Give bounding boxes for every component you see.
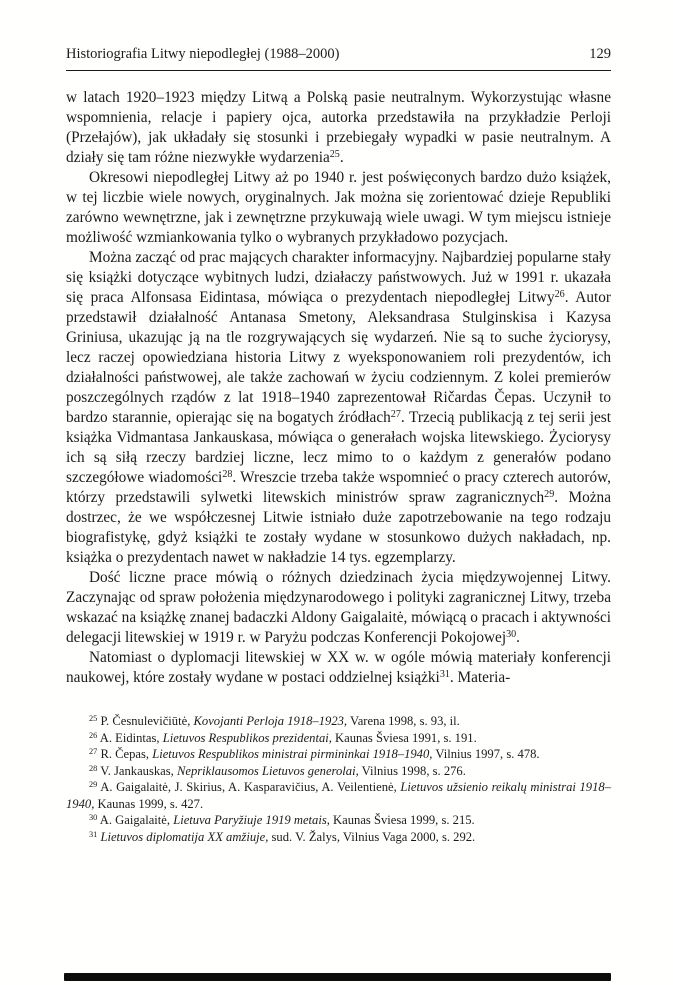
paragraph [66, 88, 611, 168]
text-segment: Vilnius 1997, s. 478. [432, 747, 540, 761]
paragraph [66, 168, 611, 248]
text-segment: . [339, 149, 344, 166]
footnote-ref: 25 [89, 714, 98, 724]
text-segment: Lietuvos Respublikos ministrai pirmininkai 1918–1940, [152, 747, 433, 761]
text-segment: A. Eidintas, [97, 730, 163, 745]
text-segment: Varena 1998, s. 93, il. [347, 714, 460, 728]
text-segment: Kaunas Šviesa 1991, s. 191. [331, 730, 477, 745]
footnote-ref: 26 [554, 289, 565, 301]
text-segment: Lietuvos diplomatija XX amžiuje, [100, 829, 269, 844]
text-segment: Dość liczne prace mówią o różnych dziedzinach życia międzywojennej Litwy. Zaczynając od spraw położenia międzynarodowego i polityki zagranicznej Litwy, trzeba wskazać na książkę znanej badaczki Aldony Gaigalaitė, mówiącą o pracach i aktywności delegacji litewskiej w 1919 r. w Paryżu podczas Konferencji Pokojowej [66, 569, 611, 646]
text-segment: Lietuva Paryžiuje 1919 metais, [173, 813, 330, 827]
footnote-ref: 30 [506, 629, 517, 641]
text-segment: . [516, 629, 520, 646]
text-segment: Lietuvos užsienio reikalų ministrai 1918–1940, [66, 780, 611, 811]
footnote-ref: 29 [544, 489, 555, 501]
text-segment: Natomiast o dyplomacji litewskiej w XX w. w ogóle mówią materiały konferencji naukowej, które zostały wydane w postaci oddzielnej książki [66, 649, 611, 686]
footnote-ref: 27 [89, 747, 98, 757]
footnote [66, 713, 611, 730]
text-segment: . Trzecią publikacją z tej serii jest książka Vidmantasa Jankauskasa, mówiąca o generałach wojska litewskiego. Życiorysy ich są siłą rzeczy bardziej liczne, lecz mimo to o każdym z generałów podano szczegółowe wiadomości [66, 409, 611, 486]
text-segment: Kaunas Šviesa 1999, s. 215. [329, 813, 475, 827]
text-segment: . Autor przedstawił działalność Antanasa Smetony, Aleksandrasa Stulginskisa i Kazysa Griniusa, ukazując ją na tle rozgrywających się wydarzeń. Nie są to suche życiorysy, lecz raczej opowiedziana historia Litwy z wyeksponowaniem roli prezydentów, ich działalności państwowej, ale także zachowań w życiu codziennym. Z kolei premierów poszczególnych rządów z lat 1918–1940 zaprezentował Ričardas Čepas. Uczynił to bardzo starannie, opierając się na bogatych źródłach [66, 289, 611, 426]
footnote [66, 812, 611, 829]
text-segment: . Materia- [449, 669, 511, 686]
text-segment: . Można dostrzec, że we współczesnej Litwie istniało duże zapotrzebowanie na tego rodzaju biografistykę, gdyż książki te zostały wydane w stosunkowo dużych nakładach, np. książka o prezydentach nawet w nakładzie 14 tys. egzemplarzy. [66, 489, 611, 566]
running-head [66, 46, 611, 71]
running-head-title: Historiografia Litwy niepodległej (1988–2000) [66, 46, 340, 62]
footnote [66, 829, 611, 846]
footnote-ref: 25 [329, 149, 340, 161]
footnote [66, 746, 611, 763]
page-number: 129 [589, 46, 611, 62]
text-segment: Nepriklausomos Lietuvos generolai, [176, 763, 359, 778]
paragraph [66, 568, 611, 648]
text-segment: Vilnius 1998, s. 276. [358, 763, 466, 778]
text-segment: Kaunas 1999, s. 427. [94, 796, 204, 811]
footnote-ref: 31 [89, 829, 98, 839]
footnote-ref: 29 [89, 780, 98, 790]
footnotes [66, 713, 611, 845]
text-segment: A. Gaigalaitė, J. Skirius, A. Kasparavičius, A. Veilentienė, [97, 780, 401, 794]
footnote-ref: 26 [89, 730, 98, 740]
body-paragraphs [66, 88, 611, 688]
footnote-ref: 30 [89, 813, 98, 823]
text-segment: w latach 1920–1923 między Litwą a Polską pasie neutralnym. Wykorzystując własne wspomnienia, relacje i papiery ojca, autorka przedstawiła na przykładzie Perloji (Przełajów), jak układały się stosunki i przebiegały wypadki w pasie neutralnym. A działy się tam różne niezwykłe wydarzenia [66, 89, 611, 166]
footnote [66, 763, 611, 780]
text-segment: . Wreszcie trzeba także wspomnieć o pracy czterech autorów, którzy przedstawili sylwetki litewskich ministrów spraw zagranicznych [66, 469, 611, 506]
footnote-ref: 28 [89, 763, 98, 773]
text-segment: Okresowi niepodległej Litwy aż po 1940 r. jest poświęconych bardzo dużo książek, w tej liczbie wiele nowych, oryginalnych. Jak można się zorientować dzieje Republiki zarówno wewnętrzne, jak i zewnętrzne przykuwają wiele uwagi. W tym miejscu istnieje możliwość wzmiankowania tylko o wybranych przykładowo pozycjach. [66, 169, 611, 246]
text-segment: V. Jankauskas, [97, 763, 177, 778]
footnote [66, 779, 611, 812]
text-segment: Lietuvos Respublikos prezidentai, [162, 730, 332, 745]
footnote-ref: 28 [222, 469, 233, 481]
paragraph [66, 248, 611, 568]
footnote [66, 730, 611, 747]
text-segment: Kovojanti Perloja 1918–1923, [193, 714, 348, 728]
footnote-ref: 27 [390, 409, 401, 421]
footnote-ref: 31 [439, 669, 450, 681]
scan-artifact-bar [64, 973, 611, 981]
paragraph [66, 648, 611, 688]
text-segment: sud. V. Žalys, Vilnius Vaga 2000, s. 292. [268, 829, 476, 844]
text-segment: A. Gaigalaitė, [97, 813, 174, 827]
text-segment: R. Čepas, [97, 747, 153, 761]
text-segment: Można zacząć od prac mających charakter informacyjny. Najbardziej popularne stały się książki dotyczące wybitnych ludzi, działaczy państwowych. Już w 1991 r. ukazała się praca Alfonsasa Eidintasa, mówiąca o prezydentach niepodległej Litwy [66, 249, 611, 306]
text-segment: P. Česnulevičiūtė, [97, 714, 194, 728]
